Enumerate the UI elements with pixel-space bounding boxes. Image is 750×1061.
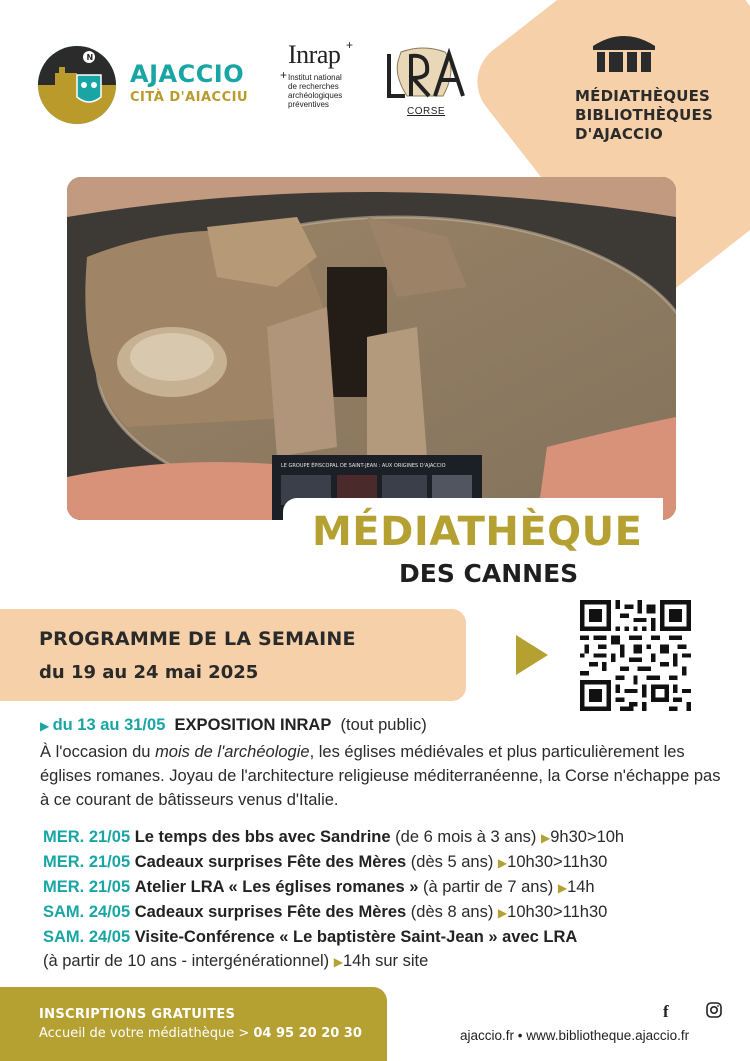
footer-box <box>0 987 387 1061</box>
inrap-desc-line: Institut national <box>288 73 342 82</box>
event-audience: (à partir de 7 ans) <box>423 878 554 896</box>
event-audience: (dès 8 ans) <box>410 903 494 921</box>
event-item <box>43 825 733 850</box>
event-audience: (de 6 mois à 3 ans) <box>395 828 537 846</box>
event-time: 14h <box>567 878 595 896</box>
event-title: Atelier LRA « Les églises romanes » <box>134 878 419 896</box>
city-name: AJACCIO <box>130 60 245 88</box>
exhibition-dates: du 13 au 31/05 <box>52 716 166 734</box>
event-item <box>43 900 733 925</box>
event-title: Visite-Conférence « Le baptistère Saint-Jean » avec LRA <box>134 928 578 946</box>
inrap-desc-line: archéologiques <box>288 91 343 100</box>
programme-banner <box>0 609 466 701</box>
event-item <box>43 850 733 875</box>
exhibition-description <box>40 740 730 812</box>
city-name-corsican: CITÀ D'AIACCIU <box>130 90 249 105</box>
phone-number[interactable]: 04 95 20 20 30 <box>253 1026 362 1041</box>
inrap-description <box>288 73 367 109</box>
event-item-continuation <box>43 949 733 974</box>
triangle-bullet-icon: ▶ <box>40 719 53 733</box>
event-day: SAM. 24/05 <box>43 903 131 921</box>
programme-dates: du 19 au 24 mai 2025 <box>39 662 259 683</box>
exhibition-text: À l'occasion du <box>40 743 156 761</box>
facebook-icon[interactable]: f <box>663 1002 669 1021</box>
event-day: MER. 21/05 <box>43 878 131 896</box>
info-panel-title: LE GROUPE ÉPISCOPAL DE SAINT-JEAN : AUX ORIGINES D'AJACCIO <box>281 463 446 469</box>
mediatheques-logo[interactable] <box>575 32 725 144</box>
ajaccio-wordmark[interactable] <box>130 60 248 105</box>
svg-text:N: N <box>86 53 94 62</box>
websites-link[interactable]: ajaccio.fr • www.bibliotheque.ajaccio.fr <box>460 1028 690 1043</box>
mediatheques-line-2: BIBLIOTHÈQUES <box>575 106 713 124</box>
event-time: 10h30>11h30 <box>507 903 608 921</box>
inrap-wordmark: Inrap <box>288 40 341 69</box>
footer-title: INSCRIPTIONS GRATUITES <box>39 1007 236 1022</box>
triangle-bullet-icon: ▶ <box>497 906 508 920</box>
event-day: MER. 21/05 <box>43 828 131 846</box>
ajaccio-crest-icon[interactable] <box>37 45 117 125</box>
lra-corse-label: CORSE <box>407 106 446 117</box>
mediatheques-line-1: MÉDIATHÈQUES <box>575 87 711 105</box>
programme-title: PROGRAMME DE LA SEMAINE <box>39 628 356 650</box>
exhibition-name: EXPOSITION INRAP <box>174 716 332 734</box>
triangle-bullet-icon: ▶ <box>541 831 551 845</box>
library-books-icon <box>589 32 659 74</box>
plus-icon: + <box>346 38 354 52</box>
qr-code[interactable] <box>580 600 691 711</box>
event-item <box>43 925 733 949</box>
excavation-site-image <box>67 177 676 520</box>
archaeology-photo <box>67 177 676 520</box>
inrap-desc-line: de recherches <box>288 82 339 91</box>
events-list <box>43 825 733 974</box>
contact-label: Accueil de votre médiathèque > <box>39 1026 254 1041</box>
event-time: 9h30>10h <box>550 828 625 846</box>
plus-icon: + <box>280 68 288 82</box>
event-audience: (dès 5 ans) <box>410 853 494 871</box>
event-title: Cadeaux surprises Fête des Mères <box>134 853 407 871</box>
event-time: 10h30>11h30 <box>507 853 608 871</box>
exhibition-text: , les églises médiévales et plus particulièrement les églises romanes. Joyau de l'architecture religieuse méditerranéenne, la Corse n'échappe pas à ce courant de bâtisseurs venus d'Italie. <box>40 743 721 809</box>
event-title: Le temps des bbs avec Sandrine <box>134 828 391 846</box>
exhibition-audience: (tout public) <box>340 716 427 734</box>
lra-corse-logo[interactable] <box>383 44 473 124</box>
page-subtitle: DES CANNES <box>399 559 579 588</box>
mediatheques-line-3: D'AJACCIO <box>575 125 663 143</box>
triangle-bullet-icon: ▶ <box>497 856 508 870</box>
inrap-logo[interactable] <box>282 40 367 109</box>
footer-contact <box>39 1026 362 1041</box>
event-audience: (à partir de 10 ans - intergénérationnel) <box>43 952 330 970</box>
play-arrow-icon <box>516 635 548 675</box>
inrap-desc-line: préventives <box>288 100 329 109</box>
triangle-bullet-icon: ▶ <box>333 955 343 969</box>
event-day: SAM. 24/05 <box>43 928 131 946</box>
page-title: MÉDIATHÈQUE <box>312 509 643 555</box>
instagram-icon[interactable] <box>706 1002 722 1018</box>
event-title: Cadeaux surprises Fête des Mères <box>134 903 407 921</box>
event-day: MER. 21/05 <box>43 853 131 871</box>
event-item <box>43 875 733 900</box>
lra-vase-icon <box>383 44 473 106</box>
exhibition-heading <box>40 716 427 735</box>
triangle-bullet-icon: ▶ <box>557 881 568 895</box>
event-time: 14h sur site <box>343 952 429 970</box>
exhibition-text-italic: mois de l'archéologie <box>155 743 310 761</box>
